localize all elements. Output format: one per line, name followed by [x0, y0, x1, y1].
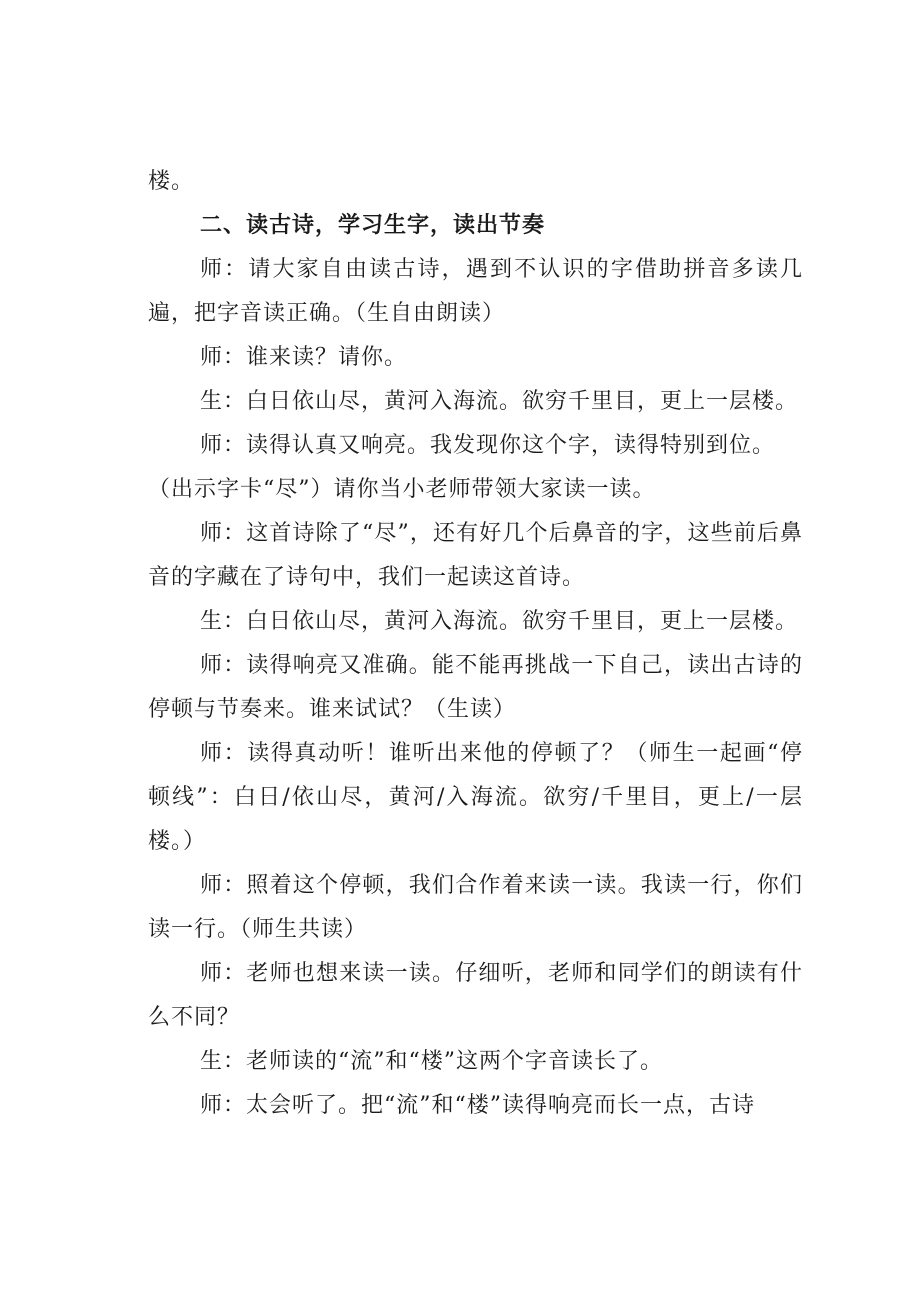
paragraph-continuation: 楼。	[148, 169, 195, 194]
paragraph: 生：白日依山尽，黄河入海流。欲穷千里目，更上一层楼。	[200, 609, 799, 634]
paragraph: 生：老师读的“流”和“楼”这两个字音读长了。	[200, 1049, 663, 1074]
paragraph: 师：老师也想来读一读。仔细听，老师和同学们的朗读有什么不同？	[148, 961, 803, 1030]
paragraph: （出示字卡“尽”）请你当小老师带领大家读一读。	[148, 477, 656, 502]
paragraph: 师：照着这个停顿，我们合作着来读一读。我读一行，你们读一行。（师生共读）	[148, 873, 803, 942]
paragraph: 生：白日依山尽，黄河入海流。欲穷千里目，更上一层楼。	[200, 389, 799, 414]
section-heading: 二、读古诗，学习生字，读出节奏	[200, 213, 546, 238]
paragraph: 师：这首诗除了“尽”，还有好几个后鼻音的字，这些前后鼻音的字藏在了诗句中，我们一起读这首诗。	[148, 521, 803, 590]
paragraph: 师：读得响亮又准确。能不能再挑战一下自己，读出古诗的停顿与节奏来。谁来试试？（生读）	[148, 653, 803, 722]
paragraph: 师：太会听了。把“流”和“楼”读得响亮而长一点，古诗	[200, 1093, 755, 1118]
paragraph: 师：请大家自由读古诗，遇到不认识的字借助拼音多读几遍，把字音读正确。（生自由朗读）	[148, 257, 803, 326]
paragraph: 师：读得认真又响亮。我发现你这个字，读得特别到位。	[200, 433, 776, 458]
paragraph: 师：读得真动听！谁听出来他的停顿了？（师生一起画“停顿线”：白日/依山尽，黄河/入海流。欲穷/千里目，更上/一层楼。）	[148, 741, 803, 854]
paragraph: 师：谁来读？请你。	[200, 345, 408, 370]
